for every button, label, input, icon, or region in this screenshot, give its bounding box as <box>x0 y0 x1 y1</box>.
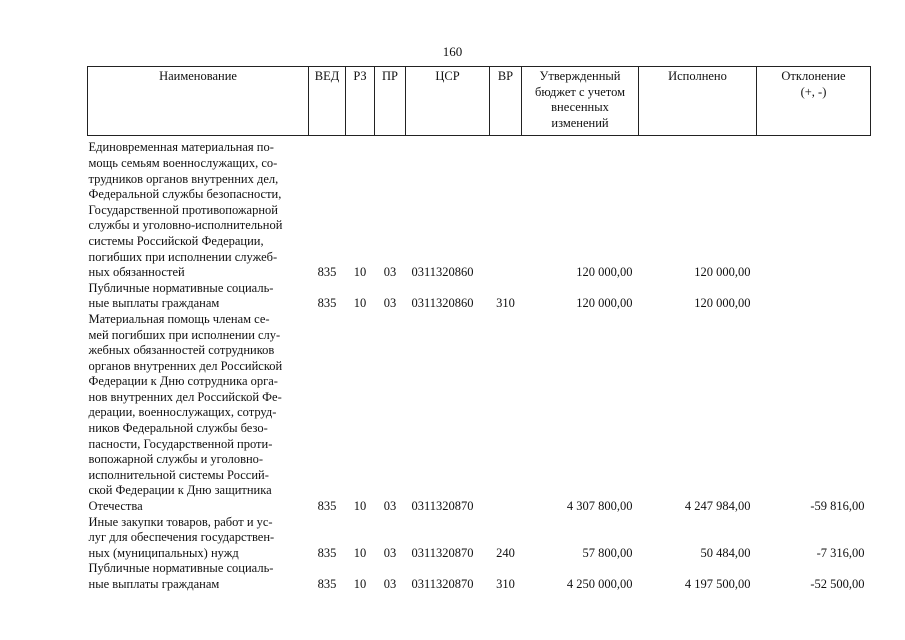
csr-cell: 0311320870 <box>411 577 474 591</box>
row-name-line: Федерации к Дню сотрудника орга- <box>88 374 278 389</box>
approved-amount: 57 800,00 <box>582 545 633 560</box>
row-name-line: ников Федеральной службы безо- <box>88 421 268 436</box>
header-pr: ПР <box>375 67 406 136</box>
pr-cell: 03 <box>383 545 397 560</box>
approved-amount: 4 250 000,00 <box>566 577 633 591</box>
pr-cell: 03 <box>383 296 397 311</box>
row-name-line: ные выплаты гражданам <box>88 296 220 311</box>
table-row <box>88 281 871 312</box>
header-approved-budget <box>522 67 639 136</box>
header-deviation-line: (+, -) <box>800 84 827 99</box>
row-name-line: Федеральной службы безопасности, <box>88 187 282 202</box>
vr-cell: 240 <box>496 545 515 560</box>
row-name-line: ные выплаты гражданам <box>88 577 220 591</box>
table-row <box>88 136 871 281</box>
header-approved-line: бюджет с учетом <box>534 84 625 99</box>
ved-cell: 835 <box>317 545 337 560</box>
rz-cell: 10 <box>353 265 367 280</box>
header-approved-line: внесенных <box>551 100 609 115</box>
deviation-amount: -52 500,00 <box>810 577 865 591</box>
executed-amount: 4 247 984,00 <box>684 499 751 514</box>
executed-amount: 50 484,00 <box>700 545 751 560</box>
row-name-line: ных обязанностей <box>88 265 185 280</box>
row-name-line: мей погибших при исполнении слу- <box>88 327 281 342</box>
csr-cell: 0311320860 <box>411 296 474 311</box>
table-header <box>88 67 871 136</box>
page-number: 160 <box>442 44 463 59</box>
row-name-line: Государственной противопожарной <box>88 202 278 217</box>
ved-cell: 835 <box>317 265 337 280</box>
header-approved-line: изменений <box>551 115 609 130</box>
pr-cell: 03 <box>383 265 397 280</box>
row-name-line: пасности, Государственной проти- <box>88 436 273 451</box>
header-ved: ВЕД <box>309 67 346 136</box>
ved-cell: 835 <box>317 296 337 311</box>
executed-amount: 120 000,00 <box>694 296 751 311</box>
row-name-line: исполнительной системы Россий- <box>88 467 269 482</box>
row-name-line: Материальная помощь членам се- <box>88 311 270 326</box>
vr-cell <box>490 136 522 281</box>
row-name-line: Отечества <box>88 499 143 514</box>
row-name <box>88 312 309 515</box>
deviation-amount <box>757 136 871 281</box>
header-vr: ВР <box>490 67 522 136</box>
pr-cell: 03 <box>383 499 397 514</box>
csr-cell: 0311320860 <box>411 265 474 280</box>
csr-cell: 0311320870 <box>411 499 474 514</box>
row-name-line: Единовременная материальная по- <box>88 140 274 155</box>
row-name-line: системы Российской Федерации, <box>88 233 264 248</box>
row-name-line: Публичные нормативные социаль- <box>88 280 274 295</box>
header-name: Наименование <box>88 67 309 136</box>
approved-amount: 120 000,00 <box>576 265 633 280</box>
header-deviation-line: Отклонение <box>781 69 846 83</box>
ved-cell: 835 <box>317 577 337 591</box>
header-approved-line: Утвержденный <box>539 69 621 83</box>
pr-cell: 03 <box>383 577 397 591</box>
row-name-line: вопожарной службы и уголовно- <box>88 452 264 467</box>
header-deviation <box>757 67 871 136</box>
row-name-line: службы и уголовно-исполнительной <box>88 218 283 233</box>
row-name-line: нов внутренних дел Российской Фе- <box>88 389 282 404</box>
deviation-amount: -59 816,00 <box>810 499 865 514</box>
table-row <box>88 561 871 592</box>
table-row <box>88 515 871 562</box>
row-name <box>88 281 309 312</box>
csr-cell: 0311320870 <box>411 545 474 560</box>
approved-amount: 120 000,00 <box>576 296 633 311</box>
row-name-line: жебных обязанностей сотрудников <box>88 343 275 358</box>
rz-cell: 10 <box>353 499 367 514</box>
vr-cell: 310 <box>496 577 515 591</box>
rz-cell: 10 <box>353 296 367 311</box>
row-name-line: ской Федерации к Дню защитника <box>88 483 272 498</box>
budget-execution-table <box>87 66 871 593</box>
row-name <box>88 136 309 281</box>
rz-cell: 10 <box>353 577 367 591</box>
vr-cell: 310 <box>496 296 515 311</box>
row-name-line: Иные закупки товаров, работ и ус- <box>88 514 273 529</box>
executed-amount: 120 000,00 <box>694 265 751 280</box>
ved-cell: 835 <box>317 499 337 514</box>
deviation-amount: -7 316,00 <box>816 545 865 560</box>
executed-amount: 4 197 500,00 <box>684 577 751 591</box>
row-name <box>88 515 309 562</box>
deviation-amount <box>757 281 871 312</box>
row-name <box>88 561 309 592</box>
row-name-line: ных (муниципальных) нужд <box>88 545 239 560</box>
row-name-line: трудников органов внутренних дел, <box>88 171 279 186</box>
row-name-line: мощь семьям военнослужащих, со- <box>88 155 278 170</box>
row-name-line: органов внутренних дел Российской <box>88 358 283 373</box>
header-executed: Исполнено <box>639 67 757 136</box>
header-rz: РЗ <box>346 67 375 136</box>
table-body <box>88 136 871 593</box>
row-name-line: Публичные нормативные социаль- <box>88 561 274 576</box>
row-name-line: дерации, военнослужащих, сотруд- <box>88 405 277 420</box>
row-name-line: луг для обеспечения государствен- <box>88 530 275 545</box>
header-csr: ЦСР <box>406 67 490 136</box>
rz-cell: 10 <box>353 545 367 560</box>
vr-cell <box>490 312 522 515</box>
table-row <box>88 312 871 515</box>
approved-amount: 4 307 800,00 <box>566 499 633 514</box>
row-name-line: погибших при исполнении служеб- <box>88 249 278 264</box>
